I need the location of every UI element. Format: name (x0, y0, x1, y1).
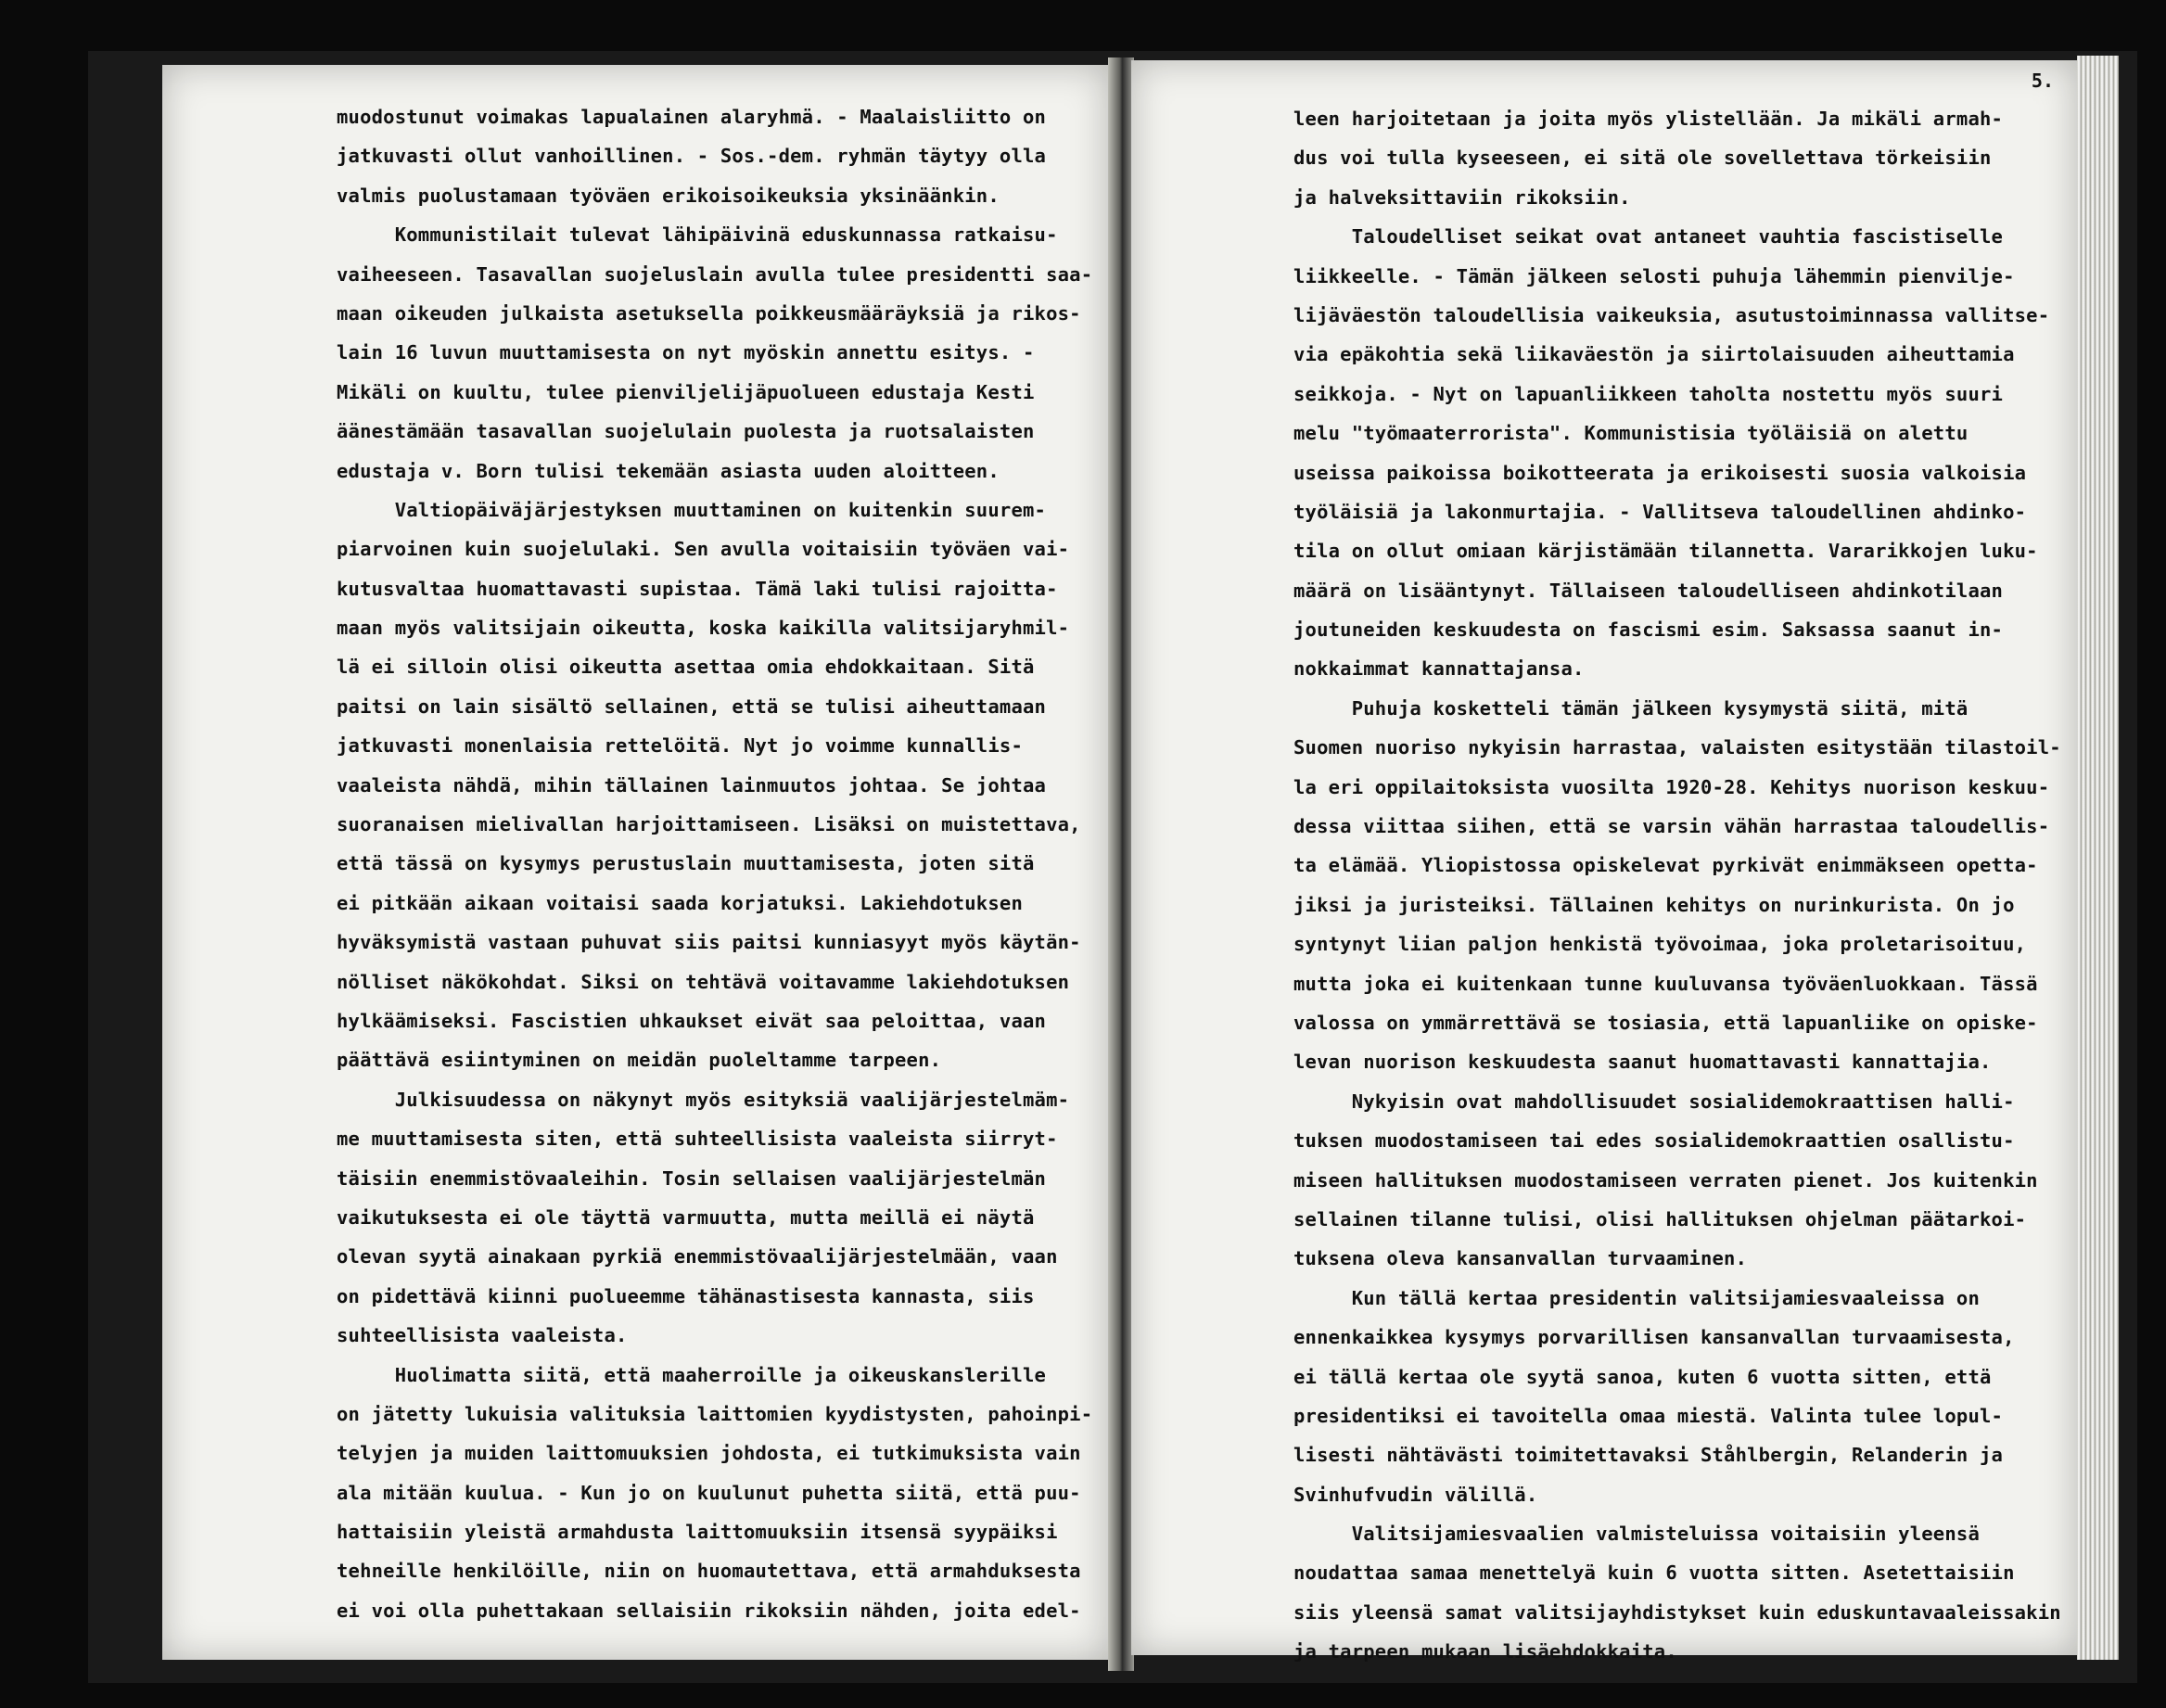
text-line: liikkeelle. - Tämän jälkeen selosti puhuja lähemmin pienvilje- (1293, 264, 2015, 287)
text-line: lä ei silloin olisi oikeutta asettaa omia ehdokkaitaan. Sitä (337, 656, 1035, 679)
text-line: Nykyisin ovat mahdollisuudet sosialidemokraattisen halli- (1293, 1090, 2015, 1113)
text-line: telyjen ja muiden laittomuuksien johdosta, ei tutkimuksista vain (337, 1442, 1081, 1465)
text-line: siis yleensä samat valitsijayhdistykset kuin eduskuntavaaleissakin (1293, 1600, 2061, 1624)
text-line: että tässä on kysymys perustuslain muuttamisesta, joten sitä (337, 852, 1035, 875)
text-line: maan myös valitsijain oikeutta, koska kaikilla valitsijaryhmil- (337, 617, 1070, 640)
text-line: kutusvaltaa huomattavasti supistaa. Tämä laki tulisi rajoitta- (337, 577, 1058, 600)
text-line: Valtiopäiväjärjestyksen muuttaminen on kuitenkin suurem- (337, 498, 1047, 521)
text-line: lijäväestön taloudellisia vaikeuksia, asutustoiminnassa vallitse- (1293, 303, 2050, 326)
text-line: ennenkaikkea kysymys porvarillisen kansanvallan turvaamisesta, (1293, 1326, 2015, 1349)
text-line: piarvoinen kuin suojelulaki. Sen avulla voitaisiin työväen vai- (337, 538, 1070, 561)
text-line: jiksi ja juristeiksi. Tällainen kehitys on nurinkurista. On jo (1293, 893, 2015, 916)
text-line: me muuttamisesta siten, että suhteellisista vaaleista siirryt- (337, 1128, 1058, 1151)
text-line: nokkaimmat kannattajansa. (1293, 657, 1585, 681)
text-line: miseen hallituksen muodostamiseen verraten pienet. Jos kuitenkin (1293, 1168, 2038, 1192)
text-line: on pidettävä kiinni puolueemme tähänastisesta kannasta, siis (337, 1284, 1035, 1307)
text-line: joutuneiden keskuudesta on fascismi esim. Saksassa saanut in- (1293, 618, 2004, 642)
text-line: Kun tällä kertaa presidentin valitsijamiesvaaleissa on (1293, 1286, 1980, 1309)
text-line: valossa on ymmärrettävä se tosiasia, että lapuanliike on opiske- (1293, 1011, 2038, 1034)
text-line: määrä on lisääntynyt. Tällaiseen taloudelliseen ahdinkotilaan (1293, 579, 2004, 602)
page-number: 5. (2031, 70, 2054, 92)
text-line: jatkuvasti ollut vanhoillinen. - Sos.-dem. ryhmän täytyy olla (337, 145, 1047, 168)
text-line: ei voi olla puhettakaan sellaisiin rikoksiin nähden, joita edel- (337, 1599, 1081, 1622)
text-line: Valitsijamiesvaalien valmisteluissa voitaisiin yleensä (1293, 1523, 1980, 1546)
text-line: päättävä esiintyminen on meidän puoleltamme tarpeen. (337, 1049, 942, 1072)
text-line: tila on ollut omiaan kärjistämään tilannetta. Vararikkojen luku- (1293, 540, 2038, 563)
text-line: hylkäämiseksi. Fascistien uhkaukset eivät saa peloittaa, vaan (337, 1009, 1047, 1032)
text-line: ja halveksittaviin rikoksiin. (1293, 185, 1631, 209)
right-page (1131, 60, 2077, 1663)
text-line: noudattaa samaa menettelyä kuin 6 vuotta sitten. Asetettaisiin (1293, 1561, 2015, 1585)
text-line: maan oikeuden julkaista asetuksella poikkeusmääräyksiä ja rikos- (337, 301, 1081, 325)
text-line: olevan syytä ainakaan pyrkiä enemmistövaalijärjestelmään, vaan (337, 1245, 1058, 1268)
text-line: hattaisiin yleistä armahdusta laittomuuksiin itsensä syypäiksi (337, 1521, 1058, 1544)
text-line: tuksen muodostamiseen tai edes sosialidemokraattien osallistu- (1293, 1129, 2015, 1153)
text-line: ja tarpeen mukaan lisäehdokkaita. (1293, 1640, 1677, 1663)
text-line: tuksena oleva kansanvallan turvaaminen. (1293, 1247, 1748, 1270)
text-line: leen harjoitetaan ja joita myös ylistellään. Ja mikäli armah- (1293, 108, 2004, 130)
text-line: levan nuorison keskuudesta saanut huomattavasti kannattajia. (1293, 1051, 1992, 1074)
text-line: mutta joka ei kuitenkaan tunne kuuluvansa työväenluokkaan. Tässä (1293, 972, 2038, 995)
text-line: Svinhufvudin välillä. (1293, 1483, 1538, 1506)
text-line: paitsi on lain sisältö sellainen, että se tulisi aiheuttamaan (337, 695, 1047, 718)
text-line: Huolimatta siitä, että maaherroille ja oikeuskanslerille (337, 1363, 1047, 1386)
text-line: useissa paikoissa boikotteerata ja erikoisesti suosia valkoisia (1293, 461, 2027, 484)
text-line: Mikäli on kuultu, tulee pienviljelijäpuolueen edustaja Kesti (337, 380, 1035, 403)
text-line: vaiheeseen. Tasavallan suojeluslain avulla tulee presidentti saa- (337, 262, 1093, 286)
text-line: sellainen tilanne tulisi, olisi hallituksen ohjelman päätarkoi- (1293, 1207, 2027, 1230)
text-line: suoranaisen mielivallan harjoittamiseen. Lisäksi on muistettava, (337, 813, 1081, 836)
text-line: melu "työmaaterrorista". Kommunistisia työläisiä on alettu (1293, 422, 1969, 445)
text-line: on jätetty lukuisia valituksia laittomien kyydistysten, pahoinpi- (337, 1402, 1093, 1425)
text-line: lisesti nähtävästi toimitettavaksi Ståhlbergin, Relanderin ja (1293, 1444, 2004, 1467)
text-line: jatkuvasti monenlaisia rettelöitä. Nyt jo voimme kunnallis- (337, 734, 1023, 758)
text-line: ta elämää. Yliopistossa opiskelevat pyrkivät enimmäkseen opetta- (1293, 854, 2038, 877)
text-line: Julkisuudessa on näkynyt myös esityksiä vaalijärjestelmäm- (337, 1088, 1070, 1111)
text-line: lain 16 luvun muuttamisesta on nyt myöskin annettu esitys. - (337, 341, 1035, 364)
text-line: Kommunistilait tulevat lähipäivinä eduskunnassa ratkaisu- (337, 223, 1058, 247)
left-page (162, 65, 1108, 1660)
text-line: täisiin enemmistövaaleihin. Tosin sellaisen vaalijärjestelmän (337, 1166, 1047, 1190)
text-line: Suomen nuoriso nykyisin harrastaa, valaisten esitystään tilastoil- (1293, 736, 2061, 759)
text-line: hyväksymistä vastaan puhuvat siis paitsi kunniasyyt myös käytän- (337, 931, 1081, 954)
text-line: ei pitkään aikaan voitaisi saada korjatuksi. Lakiehdotuksen (337, 891, 1023, 914)
text-line: äänestämään tasavallan suojelulain puolesta ja ruotsalaisten (337, 420, 1035, 443)
text-line: muodostunut voimakas lapualainen alaryhmä. - Maalaisliitto on (337, 106, 1047, 128)
text-line: presidentiksi ei tavoitella omaa miestä. Valinta tulee lopul- (1293, 1404, 2004, 1427)
text-line: Taloudelliset seikat ovat antaneet vauhtia fascistiselle (1293, 225, 2004, 249)
text-line: edustaja v. Born tulisi tekemään asiasta uuden aloitteen. (337, 459, 1000, 482)
text-line: syntynyt liian paljon henkistä työvoimaa, joka proletarisoituu, (1293, 933, 2027, 956)
text-line: dessa viittaa siihen, että se varsin vähän harrastaa taloudellis- (1293, 815, 2050, 838)
text-line: ala mitään kuulua. - Kun jo on kuulunut puhetta siitä, että puu- (337, 1481, 1081, 1504)
text-line: suhteellisista vaaleista. (337, 1324, 628, 1347)
text-line: vaaleista nähdä, mihin tällainen lainmuutos johtaa. Se johtaa (337, 773, 1047, 797)
text-line: via epäkohtia sekä liikaväestön ja siirtolaisuuden aiheuttamia (1293, 343, 2015, 366)
right-page-edges (2077, 56, 2119, 1660)
left-page-text (337, 97, 1092, 1630)
text-line: dus voi tulla kyseeseen, ei sitä ole sovellettava törkeisiin (1293, 147, 1992, 170)
text-line: valmis puolustamaan työväen erikoisoikeuksia yksinäänkin. (337, 184, 1000, 207)
text-line: työläisiä ja lakonmurtajia. - Vallitseva taloudellinen ahdinko- (1293, 500, 2027, 523)
text-line: la eri oppilaitoksista vuosilta 1920-28. Kehitys nuorison keskuu- (1293, 775, 2050, 798)
text-line: seikkoja. - Nyt on lapuanliikkeen taholta nostettu myös suuri (1293, 382, 2004, 405)
text-line: vaikutuksesta ei ole täyttä varmuutta, mutta meillä ei näytä (337, 1205, 1035, 1229)
text-line: ei tällä kertaa ole syytä sanoa, kuten 6 vuotta sitten, että (1293, 1365, 1992, 1388)
text-line: nölliset näkökohdat. Siksi on tehtävä voitavamme lakiehdotuksen (337, 970, 1070, 993)
text-line: tehneille henkilöille, niin on huomautettava, että armahduksesta (337, 1560, 1081, 1583)
text-line: Puhuja kosketteli tämän jälkeen kysymystä siitä, mitä (1293, 696, 1969, 720)
right-page-text (1293, 99, 2061, 1672)
book-spine (1108, 57, 1134, 1671)
